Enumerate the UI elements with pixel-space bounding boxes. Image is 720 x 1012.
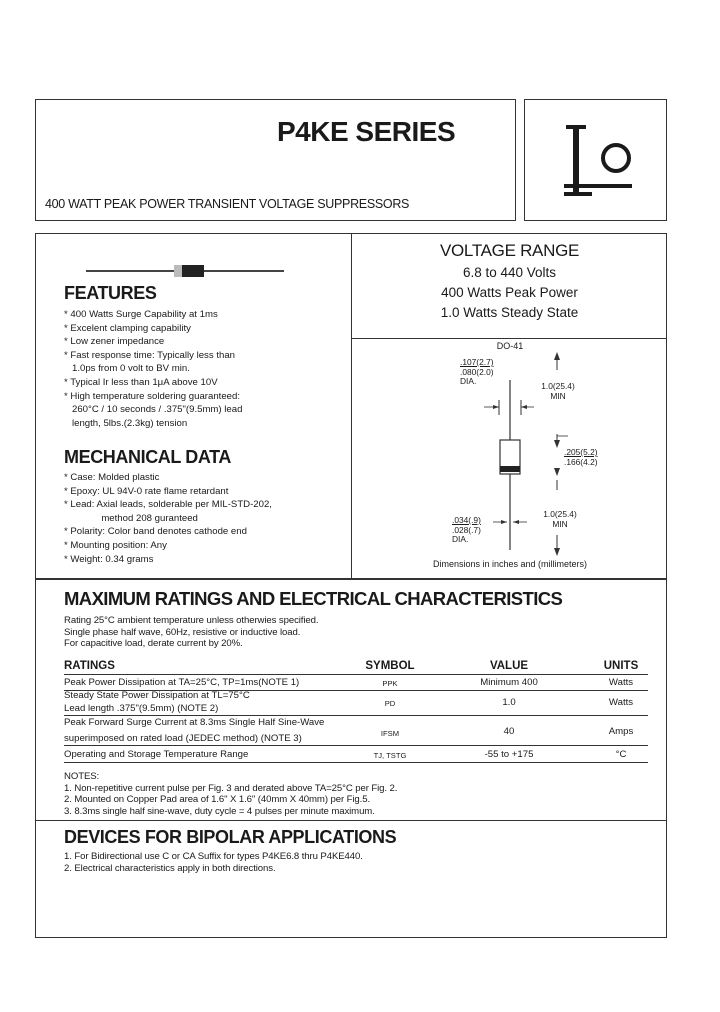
list-item: * Epoxy: UL 94V-0 rate flame retardant [64, 485, 229, 497]
row-units: °C [615, 749, 627, 760]
page-title: P4KE SERIES [277, 116, 456, 147]
list-item: 260°C / 10 seconds / .375"(9.5mm) lead [64, 404, 243, 416]
bipolar-line: 1. For Bidirectional use C or CA Suffix for types P4KE6.8 thru P4KE440. [64, 851, 363, 862]
row-value: Minimum 400 [480, 677, 538, 688]
notes-heading: NOTES: [64, 771, 100, 782]
list-item: * High temperature soldering guaranteed: [64, 390, 240, 402]
steady-state-line: 1.0 Watts Steady State [440, 305, 579, 320]
wire-dia-dim [452, 516, 481, 545]
list-item: method 208 guranteed [64, 512, 198, 524]
voltage-range-divider [351, 338, 667, 339]
table-rule [64, 762, 648, 763]
list-item: * Case: Molded plastic [64, 472, 160, 483]
row-value: -55 to +175 [484, 749, 534, 760]
voltage-range-line: 6.8 to 440 Volts [462, 265, 557, 280]
dim-text: .205(5.2) [564, 447, 598, 457]
list-item: * 400 Watts Surge Capability at 1ms [64, 309, 218, 320]
dim-text: .166(4.2) [564, 456, 598, 467]
note-line: 1. Non-repetitive current pulse per Fig. 3 and derated above TA=25°C per Fig. 2. [64, 782, 398, 794]
dim-text: .107(2.7) [460, 357, 494, 367]
col-header-value: VALUE [489, 660, 529, 672]
col-header-units: UNITS [603, 660, 639, 672]
lead-dia-dim [460, 358, 494, 387]
notes-block [64, 770, 397, 818]
row-desc-2: Lead length .375"(9.5mm) (NOTE 2) [64, 703, 219, 714]
row-desc-2: superimposed on rated load (JEDEC method) (NOTE 3) [64, 733, 302, 744]
voltage-range-block [352, 241, 667, 320]
mechanical-list [64, 471, 344, 566]
mechanical-heading: MECHANICAL DATA [64, 447, 231, 467]
dim-text: .034(.9) [452, 515, 481, 525]
row-desc: Operating and Storage Temperature Range [64, 749, 249, 760]
row-desc: Steady State Power Dissipation at TL=75°C [64, 690, 250, 701]
dim-text: 1.0(25.4) [541, 381, 575, 391]
list-item: * Polarity: Color band denotes cathode end [64, 526, 247, 538]
intro-line: Single phase half wave, 60Hz, resistive or inductive load. [64, 626, 301, 638]
row-desc: Peak Forward Surge Current at 8.3ms Single Half Sine-Wave [64, 717, 325, 728]
row-symbol: TJ, TSTG [373, 751, 407, 760]
bipolar-line: 2. Electrical characteristics apply in both directions. [64, 862, 276, 874]
bipolar-block [64, 850, 363, 875]
table-row [64, 689, 648, 715]
bipolar-heading: DEVICES FOR BIPOLAR APPLICATIONS [64, 827, 397, 847]
bipolar-divider [35, 820, 667, 821]
row-units: Amps [608, 726, 634, 737]
ratings-heading: MAXIMUM RATINGS AND ELECTRICAL CHARACTERISTICS [64, 588, 563, 609]
package-drawing [360, 340, 660, 575]
package-name: DO-41 [496, 341, 524, 351]
row-desc: Peak Power Dissipation at TA=25°C, TP=1ms(NOTE 1) [64, 677, 300, 688]
dim-text: DIA. [452, 534, 469, 544]
intro-line: Rating 25°C ambient temperature unless otherwies specified. [64, 615, 319, 626]
dimensions-caption: Dimensions in inches and (millimeters) [432, 559, 588, 569]
row-value: 40 [503, 726, 515, 737]
page-subtitle: 400 WATT PEAK POWER TRANSIENT VOLTAGE SUPPRESSORS [45, 197, 410, 211]
col-header-symbol: SYMBOL [365, 660, 415, 672]
table-row [64, 716, 648, 744]
bottom-lead-length-dim [540, 510, 580, 529]
list-item: * Low zener impedance [64, 336, 165, 348]
intro-line: For capacitive load, derate current by 20%. [64, 638, 243, 650]
table-rule [64, 674, 648, 675]
table-row [64, 748, 648, 762]
voltage-range-heading: VOLTAGE RANGE [439, 241, 580, 260]
company-logo [560, 118, 640, 208]
list-item: 1.0ps from 0 volt to BV min. [64, 363, 190, 375]
list-item: * Mounting position: Any [64, 539, 167, 551]
table-row [64, 676, 648, 690]
dim-text: MIN [550, 390, 566, 401]
table-rule [64, 745, 648, 746]
list-item: * Weight: 0.34 grams [64, 553, 154, 565]
features-list [64, 308, 344, 430]
row-symbol: PPK [382, 679, 398, 688]
dim-text: DIA. [460, 376, 477, 386]
dim-text: MIN [552, 518, 568, 529]
body-length-dim [564, 448, 598, 467]
row-symbol: PD [384, 699, 396, 708]
list-item: * Typical Ir less than 1μA above 10V [64, 376, 218, 388]
col-header-ratings: RATINGS [64, 660, 115, 672]
dim-text: 1.0(25.4) [543, 509, 577, 519]
features-heading: FEATURES [64, 283, 157, 303]
row-units: Watts [608, 697, 634, 708]
ratings-intro [64, 614, 318, 651]
peak-power-line: 400 Watts Peak Power [441, 285, 578, 300]
diode-image [86, 264, 284, 278]
dim-text: .028(.7) [452, 524, 481, 535]
list-item: * Fast response time: Typically less than [64, 349, 235, 361]
row-units: Watts [608, 677, 634, 688]
note-line: 3. 8.3ms single half sine-wave, duty cycle = 4 pulses per minute maximum. [64, 805, 375, 817]
row-value: 1.0 [502, 697, 516, 708]
list-item: * Excelent clamping capability [64, 322, 191, 334]
list-item: * Lead: Axial leads, solderable per MIL-STD-202, [64, 499, 272, 511]
list-item: length, 5lbs.(2.3kg) tension [64, 417, 188, 429]
row-symbol: IFSM [380, 729, 400, 738]
top-lead-length-dim [538, 382, 578, 401]
dim-text: .080(2.0) [460, 366, 494, 377]
note-line: 2. Mounted on Copper Pad area of 1.6" X 1.6" (40mm X 40mm) per Fig.5. [64, 794, 371, 806]
